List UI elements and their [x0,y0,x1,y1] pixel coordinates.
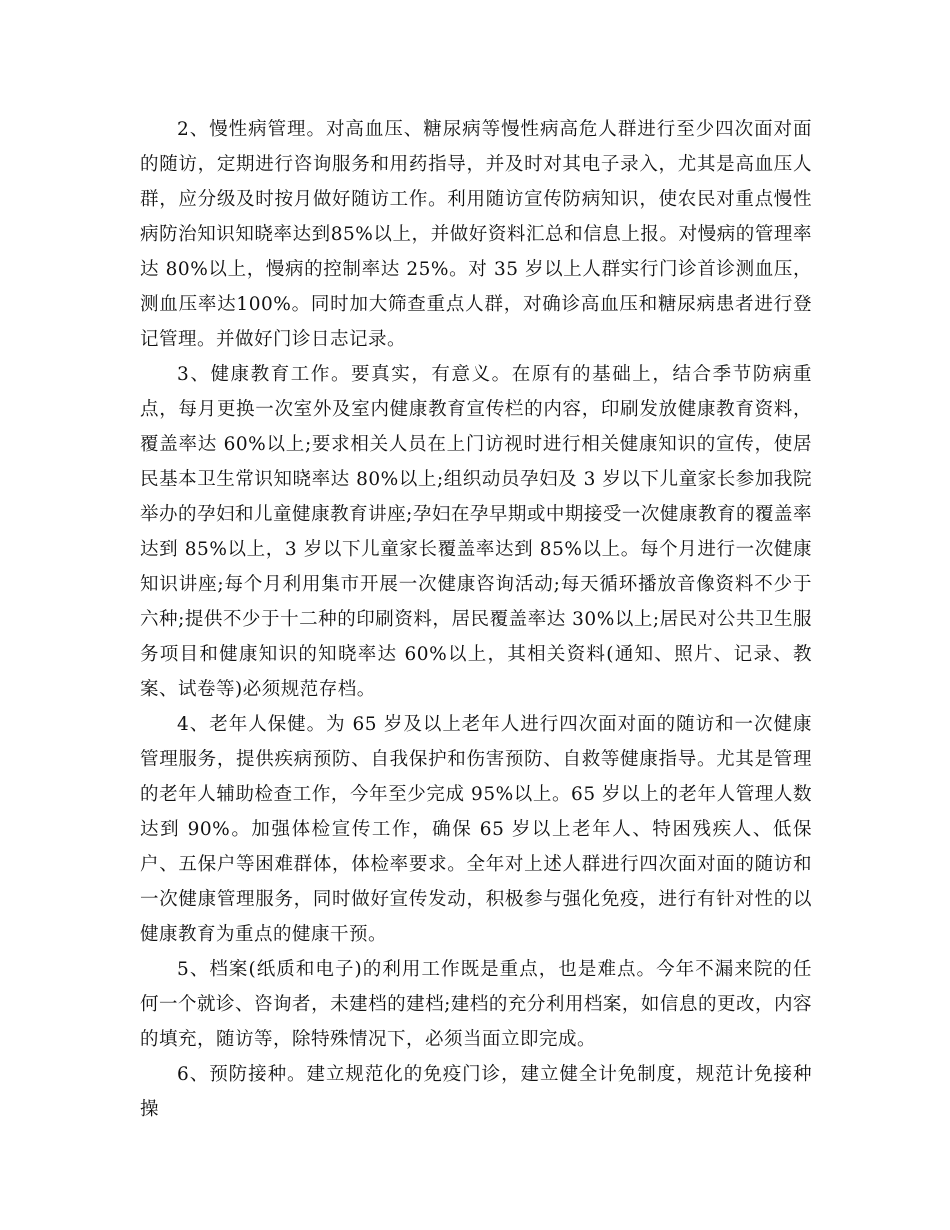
paragraph-chronic-disease-management: 2、慢性病管理。对高血压、糖尿病等慢性病高危人群进行至少四次面对面的随访，定期进行咨询服务和用药指导，并及时对其电子录入，尤其是高血压人群，应分级及时按月做好随访工作。利用随访宣传防病知识，使农民对重点慢性病防治知识知晓率达到85%以上，并做好资料汇总和信息上报。对慢病的管理率达 80%以上，慢病的控制率达 25%。对 35 岁以上人群实行门诊首诊测血压，测血压率达100%。同时加大筛查重点人群，对确诊高血压和糖尿病患者进行登记管理。并做好门诊日志记录。 [140,119,812,350]
paragraph-health-education: 3、健康教育工作。要真实，有意义。在原有的基础上，结合季节防病重点，每月更换一次室外及室内健康教育宣传栏的内容，印刷发放健康教育资料，覆盖率达 60%以上;要求相关人员在上门访视时进行相关健康知识的宣传，使居民基本卫生常识知晓率达 80%以上;组织动员孕妇及 3 岁以下儿童家长参加我院举办的孕妇和儿童健康教育讲座;孕妇在孕早期或中期接受一次健康教育的覆盖率达到 85%以上，3 岁以下儿童家长覆盖率达到 85%以上。每个月进行一次健康知识讲座;每个月利用集市开展一次健康咨询活动;每天循环播放音像资料不少于六种;提供不少于十二种的印刷资料，居民覆盖率达 30%以上;居民对公共卫生服务项目和健康知识的知晓率达 60%以上，其相关资料(通知、照片、记录、教案、试卷等)必须规范存档。 [140,364,812,700]
paragraph-vaccination: 6、预防接种。建立规范化的免疫门诊，建立健全计免制度，规范计免接种操 [140,1064,812,1120]
paragraph-elderly-care: 4、老年人保健。为 65 岁及以上老年人进行四次面对面的随访和一次健康管理服务，提供疾病预防、自我保护和伤害预防、自救等健康指导。尤其是管理的老年人辅助检查工作，今年至少完成 95%以上。65 岁以上的老年人管理人数达到 90%。加强体检宣传工作，确保 65 岁以上老年人、特困残疾人、低保户、五保户等困难群体，体检率要求。全年对上述人群进行四次面对面的随访和一次健康管理服务，同时做好宣传发动，积极参与强化免疫，进行有针对性的以健康教育为重点的健康干预。 [140,714,812,945]
document-body [140,112,812,1127]
paragraph-records-utilization: 5、档案(纸质和电子)的利用工作既是重点，也是难点。今年不漏来院的任何一个就诊、咨询者，未建档的建档;建档的充分利用档案，如信息的更改，内容的填充，随访等，除特殊情况下，必须当面立即完成。 [140,959,812,1050]
